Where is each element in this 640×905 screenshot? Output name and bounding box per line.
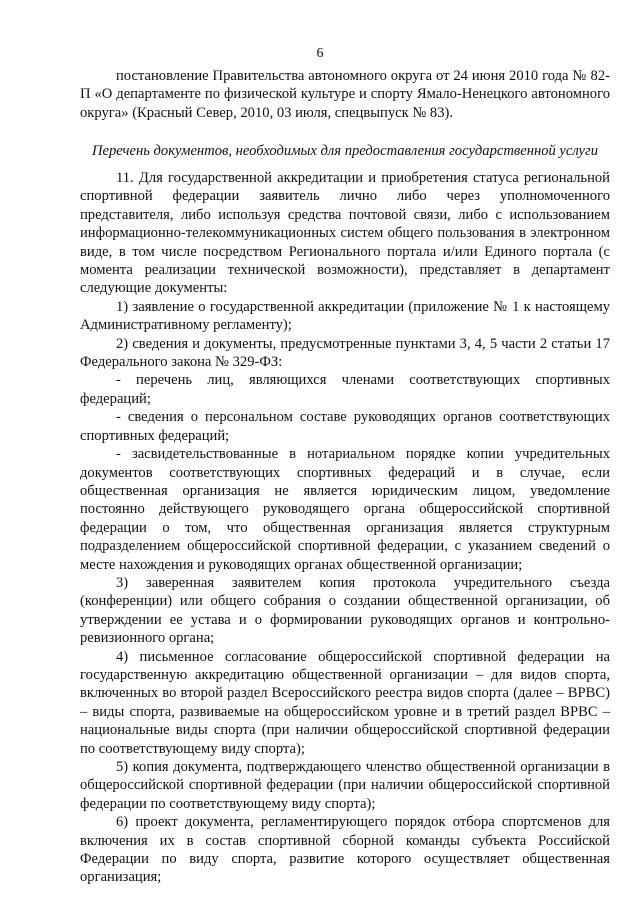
list-item-2-sub-2: - сведения о персональном составе руководящих органов соответствующих спортивных федераций; <box>80 409 610 444</box>
paragraph-11: 11. Для государственной аккредитации и приобретения статуса региональной спортивной федерации заявитель лично либо через уполномоченного представителя, либо используя средства почтовой связи, либо с использованием информационно-телекоммуникационных систем общего пользования в электронном виде, в том числе посредством Регионального портала и/или Единого портала (с момента реализации технической возможности), представляет в департамент следующие документы: <box>80 170 610 297</box>
list-item-2-sub-1: - перечень лиц, являющихся членами соответствующих спортивных федераций; <box>80 372 610 407</box>
list-item-2: 2) сведения и документы, предусмотренные пунктами 3, 4, 5 части 2 статьи 17 Федерального закона № 329-ФЗ: <box>80 335 610 371</box>
document-list <box>80 169 610 887</box>
section-heading: Перечень документов, необходимых для предоставления государственной услуги <box>91 143 599 159</box>
list-item-6: 6) проект документа, регламентирующего порядок отбора спортсменов для включения их в состав спортивной сборной команды субъекта Российской Федерации по виду спорта, развитие которого осуществляет общественная организация; <box>80 814 610 886</box>
intro-text: постановление Правительства автономного округа от 24 июня 2010 года № 82-П «О департаменте по физической культуре и спорту Ямало-Ненецкого автономного округа» (Красный Север, 2010, 03 июля, спецвыпуск № 83). <box>80 68 610 121</box>
intro-paragraph <box>80 67 610 122</box>
list-item-2-sub-3: - засвидетельствованные в нотариальном порядке копии учредительных документов соответствующих спортивных федераций и в случае, если общественная организация не является юридическим лицом, уведомление постоянно действующего руководящего органа общероссийской спортивной федерации о том, что общественная организация является структурным подразделением общероссийской спортивной федерации, с указанием сведений о месте нахождения и руководящих органах общественной организации; <box>80 446 610 573</box>
list-item-1: 1) заявление о государственной аккредитации (приложение № 1 к настоящему Административному регламенту); <box>80 298 610 334</box>
section-heading-block <box>80 142 610 160</box>
page-number: 6 <box>316 46 324 61</box>
list-item-3: 3) заверенная заявителем копия протокола учредительного съезда (конференции) или общего собрания о создании общественной организации, об утверждении ее устава и о формировании руководящих органов и контрольно-ревизионного органа; <box>80 574 610 647</box>
list-item-5: 5) копия документа, подтверждающего членство общественной организации в общероссийской спортивной федерации (при наличии общероссийской спортивной федерации по соответствующему виду спорта); <box>80 759 610 812</box>
list-item-4: 4) письменное согласование общероссийской спортивной федерации на государственную аккредитацию общественной организации – для видов спорта, включенных во второй раздел Всероссийского реестра видов спорта (далее – ВРВС) – виды спорта, развиваемые на общероссийском уровне и в третий раздел ВРВС – национальные виды спорта (при наличии общероссийской спортивной федерации по соответствующему виду спорта); <box>80 648 610 757</box>
